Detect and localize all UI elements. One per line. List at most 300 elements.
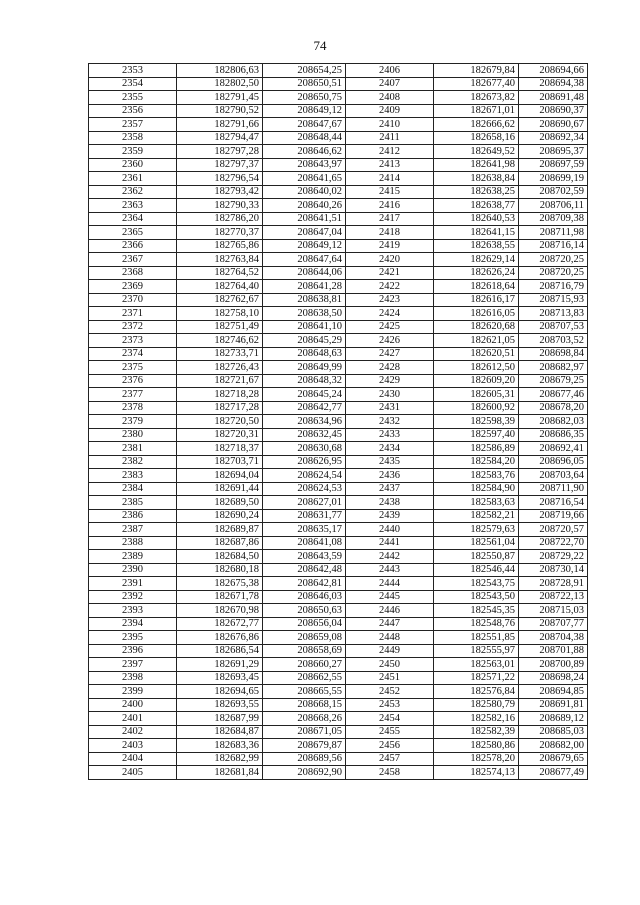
x-coordinate-left: 182676,86 xyxy=(177,631,263,645)
y-coordinate-left: 208638,50 xyxy=(263,307,346,321)
y-coordinate-right: 208722,70 xyxy=(519,536,588,550)
y-coordinate-right: 208703,64 xyxy=(519,469,588,483)
point-number-left: 2362 xyxy=(89,185,177,199)
y-coordinate-right: 208715,93 xyxy=(519,293,588,307)
y-coordinate-left: 208660,27 xyxy=(263,658,346,672)
point-number-right: 2422 xyxy=(346,280,434,294)
page-number: 74 xyxy=(313,38,327,53)
point-number-right: 2408 xyxy=(346,91,434,105)
point-number-left: 2358 xyxy=(89,131,177,145)
point-number-left: 2390 xyxy=(89,563,177,577)
point-number-left: 2372 xyxy=(89,320,177,334)
y-coordinate-left: 208644,06 xyxy=(263,266,346,280)
table-row xyxy=(89,482,588,496)
point-number-left: 2395 xyxy=(89,631,177,645)
x-coordinate-right: 182641,98 xyxy=(434,158,519,172)
y-coordinate-right: 208686,35 xyxy=(519,428,588,442)
y-coordinate-right: 208682,00 xyxy=(519,739,588,753)
x-coordinate-left: 182693,45 xyxy=(177,671,263,685)
x-coordinate-left: 182687,99 xyxy=(177,712,263,726)
y-coordinate-left: 208624,54 xyxy=(263,469,346,483)
table-row xyxy=(89,172,588,186)
y-coordinate-left: 208647,04 xyxy=(263,226,346,240)
y-coordinate-right: 208694,66 xyxy=(519,64,588,78)
point-number-right: 2409 xyxy=(346,104,434,118)
table-row xyxy=(89,509,588,523)
point-number-left: 2367 xyxy=(89,253,177,267)
table-row xyxy=(89,293,588,307)
point-number-left: 2403 xyxy=(89,739,177,753)
x-coordinate-left: 182683,36 xyxy=(177,739,263,753)
table-row xyxy=(89,685,588,699)
y-coordinate-right: 208699,19 xyxy=(519,172,588,186)
y-coordinate-right: 208682,97 xyxy=(519,361,588,375)
point-number-left: 2389 xyxy=(89,550,177,564)
x-coordinate-right: 182638,25 xyxy=(434,185,519,199)
point-number-left: 2405 xyxy=(89,766,177,780)
point-number-right: 2433 xyxy=(346,428,434,442)
x-coordinate-left: 182758,10 xyxy=(177,307,263,321)
point-number-left: 2373 xyxy=(89,334,177,348)
x-coordinate-right: 182677,40 xyxy=(434,77,519,91)
y-coordinate-left: 208646,03 xyxy=(263,590,346,604)
table-row xyxy=(89,347,588,361)
y-coordinate-right: 208698,84 xyxy=(519,347,588,361)
x-coordinate-left: 182786,20 xyxy=(177,212,263,226)
point-number-right: 2412 xyxy=(346,145,434,159)
y-coordinate-left: 208632,45 xyxy=(263,428,346,442)
y-coordinate-right: 208719,66 xyxy=(519,509,588,523)
y-coordinate-left: 208649,12 xyxy=(263,239,346,253)
x-coordinate-left: 182763,84 xyxy=(177,253,263,267)
table-row xyxy=(89,523,588,537)
y-coordinate-left: 208638,81 xyxy=(263,293,346,307)
point-number-right: 2438 xyxy=(346,496,434,510)
table-row xyxy=(89,388,588,402)
x-coordinate-left: 182687,86 xyxy=(177,536,263,550)
table-row xyxy=(89,320,588,334)
x-coordinate-right: 182673,82 xyxy=(434,91,519,105)
y-coordinate-left: 208641,28 xyxy=(263,280,346,294)
point-number-right: 2441 xyxy=(346,536,434,550)
point-number-right: 2451 xyxy=(346,671,434,685)
x-coordinate-right: 182580,86 xyxy=(434,739,519,753)
point-number-left: 2355 xyxy=(89,91,177,105)
table-row xyxy=(89,725,588,739)
point-number-right: 2418 xyxy=(346,226,434,240)
table-row xyxy=(89,307,588,321)
x-coordinate-left: 182684,50 xyxy=(177,550,263,564)
point-number-left: 2375 xyxy=(89,361,177,375)
y-coordinate-right: 208729,22 xyxy=(519,550,588,564)
y-coordinate-left: 208642,48 xyxy=(263,563,346,577)
x-coordinate-right: 182616,17 xyxy=(434,293,519,307)
y-coordinate-left: 208640,02 xyxy=(263,185,346,199)
x-coordinate-right: 182626,24 xyxy=(434,266,519,280)
table-row xyxy=(89,658,588,672)
point-number-right: 2435 xyxy=(346,455,434,469)
table-row xyxy=(89,77,588,91)
x-coordinate-left: 182681,84 xyxy=(177,766,263,780)
y-coordinate-left: 208624,53 xyxy=(263,482,346,496)
table-row xyxy=(89,118,588,132)
table-row xyxy=(89,253,588,267)
coordinates-table xyxy=(88,63,588,780)
y-coordinate-left: 208649,12 xyxy=(263,104,346,118)
point-number-right: 2457 xyxy=(346,752,434,766)
x-coordinate-right: 182563,01 xyxy=(434,658,519,672)
x-coordinate-left: 182693,55 xyxy=(177,698,263,712)
point-number-right: 2436 xyxy=(346,469,434,483)
x-coordinate-left: 182691,29 xyxy=(177,658,263,672)
x-coordinate-right: 182580,79 xyxy=(434,698,519,712)
x-coordinate-right: 182582,39 xyxy=(434,725,519,739)
point-number-right: 2442 xyxy=(346,550,434,564)
point-number-left: 2376 xyxy=(89,374,177,388)
x-coordinate-left: 182797,37 xyxy=(177,158,263,172)
x-coordinate-left: 182802,50 xyxy=(177,77,263,91)
x-coordinate-left: 182672,77 xyxy=(177,617,263,631)
x-coordinate-right: 182638,84 xyxy=(434,172,519,186)
point-number-left: 2392 xyxy=(89,590,177,604)
y-coordinate-left: 208642,77 xyxy=(263,401,346,415)
x-coordinate-right: 182621,05 xyxy=(434,334,519,348)
x-coordinate-left: 182720,31 xyxy=(177,428,263,442)
y-coordinate-right: 208711,98 xyxy=(519,226,588,240)
point-number-right: 2443 xyxy=(346,563,434,577)
x-coordinate-right: 182666,62 xyxy=(434,118,519,132)
point-number-right: 2410 xyxy=(346,118,434,132)
x-coordinate-right: 182638,77 xyxy=(434,199,519,213)
point-number-left: 2353 xyxy=(89,64,177,78)
y-coordinate-left: 208646,62 xyxy=(263,145,346,159)
x-coordinate-right: 182574,13 xyxy=(434,766,519,780)
y-coordinate-left: 208679,87 xyxy=(263,739,346,753)
y-coordinate-right: 208682,03 xyxy=(519,415,588,429)
point-number-right: 2449 xyxy=(346,644,434,658)
x-coordinate-left: 182764,52 xyxy=(177,266,263,280)
x-coordinate-left: 182721,67 xyxy=(177,374,263,388)
point-number-left: 2398 xyxy=(89,671,177,685)
x-coordinate-left: 182726,43 xyxy=(177,361,263,375)
x-coordinate-left: 182791,45 xyxy=(177,91,263,105)
y-coordinate-right: 208678,20 xyxy=(519,401,588,415)
point-number-right: 2434 xyxy=(346,442,434,456)
y-coordinate-left: 208645,24 xyxy=(263,388,346,402)
y-coordinate-right: 208704,38 xyxy=(519,631,588,645)
y-coordinate-left: 208626,95 xyxy=(263,455,346,469)
y-coordinate-right: 208720,57 xyxy=(519,523,588,537)
y-coordinate-right: 208690,37 xyxy=(519,104,588,118)
table-row xyxy=(89,536,588,550)
point-number-left: 2359 xyxy=(89,145,177,159)
point-number-right: 2447 xyxy=(346,617,434,631)
x-coordinate-right: 182620,68 xyxy=(434,320,519,334)
table-row xyxy=(89,428,588,442)
y-coordinate-right: 208716,79 xyxy=(519,280,588,294)
point-number-right: 2430 xyxy=(346,388,434,402)
x-coordinate-left: 182689,87 xyxy=(177,523,263,537)
x-coordinate-right: 182586,89 xyxy=(434,442,519,456)
point-number-right: 2425 xyxy=(346,320,434,334)
point-number-left: 2378 xyxy=(89,401,177,415)
point-number-left: 2386 xyxy=(89,509,177,523)
x-coordinate-right: 182578,20 xyxy=(434,752,519,766)
point-number-right: 2456 xyxy=(346,739,434,753)
x-coordinate-right: 182555,97 xyxy=(434,644,519,658)
point-number-right: 2448 xyxy=(346,631,434,645)
table-row xyxy=(89,334,588,348)
x-coordinate-right: 182629,14 xyxy=(434,253,519,267)
y-coordinate-right: 208722,13 xyxy=(519,590,588,604)
y-coordinate-right: 208691,81 xyxy=(519,698,588,712)
table-row xyxy=(89,145,588,159)
y-coordinate-right: 208690,67 xyxy=(519,118,588,132)
point-number-right: 2428 xyxy=(346,361,434,375)
x-coordinate-left: 182770,37 xyxy=(177,226,263,240)
x-coordinate-right: 182638,55 xyxy=(434,239,519,253)
point-number-left: 2404 xyxy=(89,752,177,766)
y-coordinate-left: 208641,65 xyxy=(263,172,346,186)
x-coordinate-right: 182584,90 xyxy=(434,482,519,496)
x-coordinate-right: 182584,20 xyxy=(434,455,519,469)
point-number-left: 2381 xyxy=(89,442,177,456)
x-coordinate-right: 182640,53 xyxy=(434,212,519,226)
table-row xyxy=(89,550,588,564)
table-row xyxy=(89,212,588,226)
point-number-left: 2364 xyxy=(89,212,177,226)
point-number-left: 2394 xyxy=(89,617,177,631)
table-row xyxy=(89,577,588,591)
x-coordinate-right: 182598,39 xyxy=(434,415,519,429)
x-coordinate-right: 182576,84 xyxy=(434,685,519,699)
x-coordinate-right: 182583,63 xyxy=(434,496,519,510)
x-coordinate-right: 182609,20 xyxy=(434,374,519,388)
table-row xyxy=(89,766,588,780)
y-coordinate-right: 208698,24 xyxy=(519,671,588,685)
y-coordinate-right: 208716,14 xyxy=(519,239,588,253)
point-number-right: 2431 xyxy=(346,401,434,415)
point-number-left: 2357 xyxy=(89,118,177,132)
x-coordinate-left: 182691,44 xyxy=(177,482,263,496)
x-coordinate-left: 182797,28 xyxy=(177,145,263,159)
y-coordinate-left: 208650,75 xyxy=(263,91,346,105)
point-number-right: 2432 xyxy=(346,415,434,429)
table-row xyxy=(89,644,588,658)
y-coordinate-left: 208692,90 xyxy=(263,766,346,780)
table-row xyxy=(89,199,588,213)
y-coordinate-right: 208695,37 xyxy=(519,145,588,159)
x-coordinate-right: 182582,16 xyxy=(434,712,519,726)
point-number-right: 2455 xyxy=(346,725,434,739)
point-number-right: 2421 xyxy=(346,266,434,280)
point-number-left: 2370 xyxy=(89,293,177,307)
y-coordinate-right: 208706,11 xyxy=(519,199,588,213)
x-coordinate-right: 182600,92 xyxy=(434,401,519,415)
point-number-right: 2445 xyxy=(346,590,434,604)
x-coordinate-right: 182597,40 xyxy=(434,428,519,442)
y-coordinate-right: 208691,48 xyxy=(519,91,588,105)
table-row xyxy=(89,752,588,766)
point-number-right: 2423 xyxy=(346,293,434,307)
point-number-left: 2354 xyxy=(89,77,177,91)
y-coordinate-right: 208679,65 xyxy=(519,752,588,766)
y-coordinate-right: 208707,53 xyxy=(519,320,588,334)
x-coordinate-left: 182790,33 xyxy=(177,199,263,213)
table-row xyxy=(89,361,588,375)
x-coordinate-right: 182618,64 xyxy=(434,280,519,294)
x-coordinate-right: 182546,44 xyxy=(434,563,519,577)
x-coordinate-right: 182641,15 xyxy=(434,226,519,240)
x-coordinate-right: 182612,50 xyxy=(434,361,519,375)
y-coordinate-left: 208643,97 xyxy=(263,158,346,172)
point-number-left: 2393 xyxy=(89,604,177,618)
point-number-right: 2419 xyxy=(346,239,434,253)
point-number-right: 2452 xyxy=(346,685,434,699)
x-coordinate-right: 182579,63 xyxy=(434,523,519,537)
point-number-right: 2454 xyxy=(346,712,434,726)
point-number-left: 2371 xyxy=(89,307,177,321)
point-number-left: 2374 xyxy=(89,347,177,361)
y-coordinate-left: 208631,77 xyxy=(263,509,346,523)
x-coordinate-right: 182551,85 xyxy=(434,631,519,645)
point-number-left: 2365 xyxy=(89,226,177,240)
point-number-right: 2458 xyxy=(346,766,434,780)
point-number-right: 2411 xyxy=(346,131,434,145)
y-coordinate-right: 208685,03 xyxy=(519,725,588,739)
x-coordinate-left: 182718,37 xyxy=(177,442,263,456)
y-coordinate-left: 208627,01 xyxy=(263,496,346,510)
point-number-left: 2380 xyxy=(89,428,177,442)
y-coordinate-right: 208696,05 xyxy=(519,455,588,469)
x-coordinate-right: 182679,84 xyxy=(434,64,519,78)
y-coordinate-right: 208701,88 xyxy=(519,644,588,658)
x-coordinate-left: 182796,54 xyxy=(177,172,263,186)
y-coordinate-left: 208656,04 xyxy=(263,617,346,631)
table-row xyxy=(89,739,588,753)
point-number-right: 2406 xyxy=(346,64,434,78)
table-row xyxy=(89,280,588,294)
table-row xyxy=(89,131,588,145)
y-coordinate-left: 208648,32 xyxy=(263,374,346,388)
y-coordinate-left: 208689,56 xyxy=(263,752,346,766)
table-row xyxy=(89,469,588,483)
table-row xyxy=(89,671,588,685)
point-number-left: 2399 xyxy=(89,685,177,699)
point-number-right: 2420 xyxy=(346,253,434,267)
x-coordinate-left: 182790,52 xyxy=(177,104,263,118)
x-coordinate-left: 182694,04 xyxy=(177,469,263,483)
y-coordinate-right: 208677,46 xyxy=(519,388,588,402)
x-coordinate-right: 182550,87 xyxy=(434,550,519,564)
table-row xyxy=(89,712,588,726)
y-coordinate-right: 208703,52 xyxy=(519,334,588,348)
point-number-right: 2415 xyxy=(346,185,434,199)
table-row xyxy=(89,374,588,388)
y-coordinate-right: 208709,38 xyxy=(519,212,588,226)
x-coordinate-left: 182762,67 xyxy=(177,293,263,307)
point-number-right: 2427 xyxy=(346,347,434,361)
table-row xyxy=(89,104,588,118)
x-coordinate-right: 182548,76 xyxy=(434,617,519,631)
x-coordinate-left: 182680,18 xyxy=(177,563,263,577)
x-coordinate-left: 182682,99 xyxy=(177,752,263,766)
x-coordinate-right: 182658,16 xyxy=(434,131,519,145)
point-number-right: 2440 xyxy=(346,523,434,537)
y-coordinate-right: 208679,25 xyxy=(519,374,588,388)
y-coordinate-right: 208713,83 xyxy=(519,307,588,321)
y-coordinate-right: 208692,34 xyxy=(519,131,588,145)
point-number-left: 2377 xyxy=(89,388,177,402)
x-coordinate-left: 182794,47 xyxy=(177,131,263,145)
coordinates-table-body xyxy=(89,64,588,780)
x-coordinate-left: 182791,66 xyxy=(177,118,263,132)
x-coordinate-left: 182686,54 xyxy=(177,644,263,658)
point-number-left: 2396 xyxy=(89,644,177,658)
point-number-left: 2388 xyxy=(89,536,177,550)
point-number-left: 2382 xyxy=(89,455,177,469)
point-number-right: 2413 xyxy=(346,158,434,172)
y-coordinate-left: 208630,68 xyxy=(263,442,346,456)
x-coordinate-left: 182764,40 xyxy=(177,280,263,294)
y-coordinate-left: 208641,51 xyxy=(263,212,346,226)
y-coordinate-right: 208711,90 xyxy=(519,482,588,496)
x-coordinate-left: 182717,28 xyxy=(177,401,263,415)
x-coordinate-left: 182733,71 xyxy=(177,347,263,361)
y-coordinate-left: 208662,55 xyxy=(263,671,346,685)
point-number-right: 2426 xyxy=(346,334,434,348)
y-coordinate-left: 208647,64 xyxy=(263,253,346,267)
y-coordinate-left: 208668,15 xyxy=(263,698,346,712)
table-row xyxy=(89,590,588,604)
x-coordinate-left: 182703,71 xyxy=(177,455,263,469)
table-row xyxy=(89,226,588,240)
point-number-left: 2356 xyxy=(89,104,177,118)
x-coordinate-left: 182689,50 xyxy=(177,496,263,510)
y-coordinate-left: 208647,67 xyxy=(263,118,346,132)
y-coordinate-left: 208645,29 xyxy=(263,334,346,348)
y-coordinate-left: 208642,81 xyxy=(263,577,346,591)
table-row xyxy=(89,617,588,631)
x-coordinate-left: 182746,62 xyxy=(177,334,263,348)
table-row xyxy=(89,455,588,469)
x-coordinate-right: 182620,51 xyxy=(434,347,519,361)
point-number-left: 2360 xyxy=(89,158,177,172)
y-coordinate-left: 208665,55 xyxy=(263,685,346,699)
point-number-left: 2402 xyxy=(89,725,177,739)
point-number-right: 2437 xyxy=(346,482,434,496)
y-coordinate-left: 208654,25 xyxy=(263,64,346,78)
point-number-left: 2384 xyxy=(89,482,177,496)
point-number-right: 2450 xyxy=(346,658,434,672)
x-coordinate-left: 182751,49 xyxy=(177,320,263,334)
table-row xyxy=(89,631,588,645)
table-row xyxy=(89,415,588,429)
y-coordinate-right: 208716,54 xyxy=(519,496,588,510)
point-number-left: 2383 xyxy=(89,469,177,483)
y-coordinate-left: 208668,26 xyxy=(263,712,346,726)
y-coordinate-left: 208648,44 xyxy=(263,131,346,145)
point-number-left: 2368 xyxy=(89,266,177,280)
x-coordinate-left: 182670,98 xyxy=(177,604,263,618)
y-coordinate-left: 208641,08 xyxy=(263,536,346,550)
point-number-left: 2366 xyxy=(89,239,177,253)
y-coordinate-left: 208635,17 xyxy=(263,523,346,537)
point-number-left: 2401 xyxy=(89,712,177,726)
point-number-right: 2424 xyxy=(346,307,434,321)
y-coordinate-right: 208728,91 xyxy=(519,577,588,591)
point-number-left: 2369 xyxy=(89,280,177,294)
